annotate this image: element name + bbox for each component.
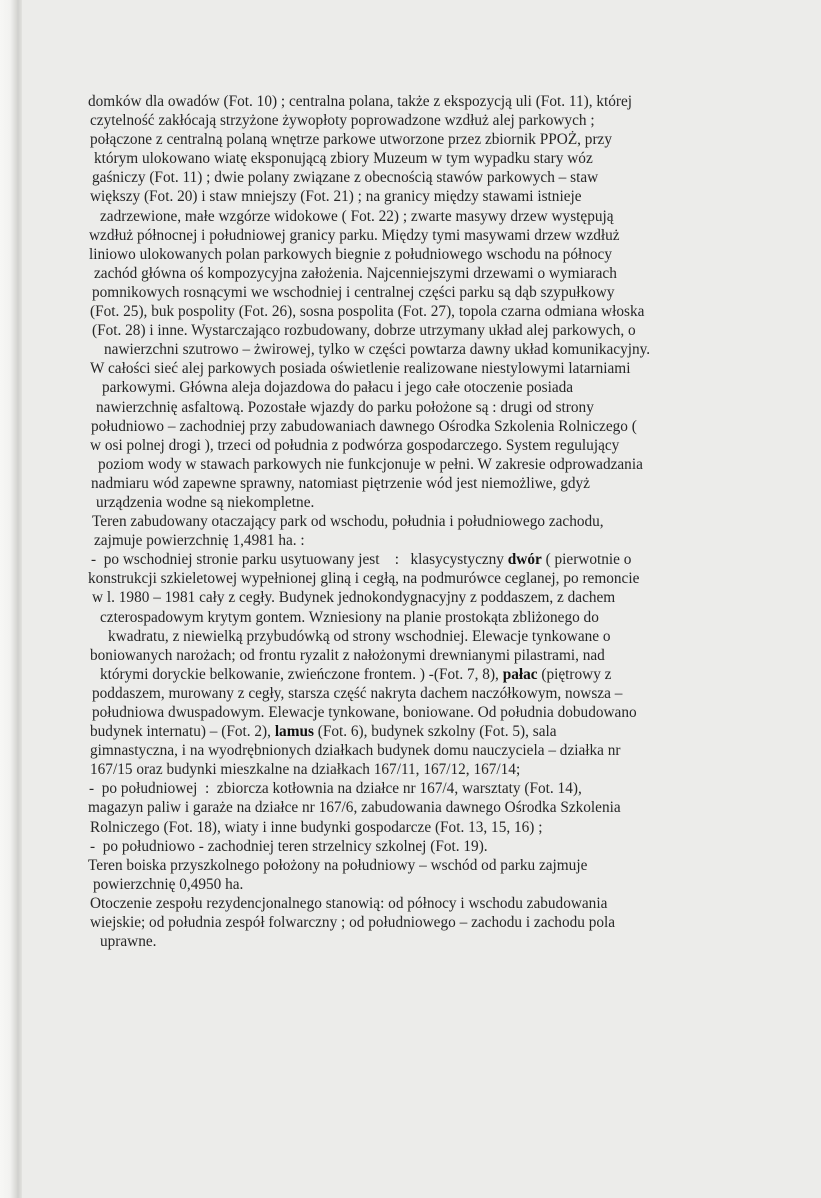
- text-segment: gaśniczy (Fot. 11) ; dwie polany związane z obecnością stawów parkowych – staw: [92, 169, 599, 187]
- text-segment: wiejskie; od południa zespół folwarczny ; od południowego – zachodu i zachodu pola: [90, 914, 616, 932]
- text-line: [88, 168, 748, 187]
- text-line: [88, 92, 748, 111]
- text-line: [88, 207, 748, 226]
- text-segment: nawierzchni szutrowo – żwirowej, tylko w części powtarza dawny układ komunikacyjny.: [104, 341, 651, 359]
- text-segment: boniowanych narożach; od frontu ryzalit z nałożonymi drewnianymi pilastrami, nad: [90, 646, 605, 664]
- text-line: [88, 436, 748, 455]
- text-segment: w l. 1980 – 1981 cały z cegły. Budynek jednokondygnacyjny z poddaszem, z dachem: [92, 589, 616, 607]
- text-segment: 167/15 oraz budynki mieszkalne na działkach 167/11, 167/12, 167/14;: [90, 761, 521, 779]
- text-line: [88, 417, 748, 436]
- text-segment: urządzenia wodne są niekompletne.: [96, 493, 315, 511]
- text-line: [88, 321, 748, 340]
- text-line: [88, 359, 748, 378]
- text-segment: domków dla owadów (Fot. 10) ; centralna polana, także z ekspozycją uli (Fot. 11), której: [88, 93, 633, 110]
- text-segment: Teren boiska przyszkolnego położony na południowy – wschód od parku zajmuje: [88, 856, 588, 874]
- text-segment: Teren zabudowany otaczający park od wschodu, południa i południowego zachodu,: [92, 513, 604, 531]
- text-line: [88, 932, 748, 951]
- text-segment: - po południowej : zbiorcza kotłownia na działce nr 167/4, warsztaty (Fot. 14),: [89, 780, 582, 798]
- text-segment: większy (Fot. 20) i staw mniejszy (Fot. 21) ; na granicy między stawami istnieje: [90, 188, 582, 206]
- text-segment: konstrukcji szkieletowej wypełnionej gliną i cegłą, na podmurówce ceglanej, po remoncie: [88, 570, 640, 588]
- text-line: [88, 493, 748, 512]
- text-segment: południowo – zachodniej przy zabudowaniach dawnego Ośrodka Szkolenia Rolniczego (: [91, 417, 637, 435]
- text-line: [88, 340, 748, 359]
- text-line: [88, 913, 748, 932]
- text-segment: (Fot. 25), buk pospolity (Fot. 26), sosna pospolita (Fot. 27), topola czarna odmiana włoska: [90, 303, 645, 321]
- text-segment: wzdłuż północnej i południowej granicy parku. Między tymi masywami drzew wzdłuż: [89, 226, 620, 244]
- text-segment: kwadratu, z niewielką przybudówką od strony wschodniej. Elewacje tynkowane o: [108, 627, 611, 645]
- text-segment: zadrzewione, małe wzgórze widokowe ( Fot. 22) ; zwarte masywy drzew występują: [100, 207, 614, 225]
- text-line: [88, 875, 748, 894]
- text-segment: którym ulokowano wiatę eksponującą zbiory Muzeum w tym wypadku stary wóz: [94, 150, 593, 168]
- bold-term: dwór: [507, 551, 542, 569]
- text-line: [88, 798, 748, 817]
- text-segment: zachód główna oś kompozycyjna założenia. Najcenniejszymi drzewami o wymiarach: [94, 264, 617, 282]
- text-segment: czterospadowym krytym gontem. Wzniesiony na planie prostokąta zbliżonego do: [100, 608, 599, 626]
- text-line: [88, 531, 748, 550]
- text-line: [88, 245, 748, 264]
- text-line: [88, 378, 748, 397]
- text-segment: połączone z centralną polaną wnętrze parkowe utworzone przez zbiornik PPOŻ, przy: [90, 131, 612, 149]
- text-line: [88, 149, 748, 168]
- text-line: [88, 130, 748, 149]
- text-line: [88, 512, 748, 531]
- page-binding-edge: [0, 0, 22, 1198]
- text-line: [88, 722, 748, 741]
- text-line: [88, 474, 748, 493]
- text-line: [88, 646, 748, 665]
- text-line: [88, 665, 748, 684]
- text-line: [88, 569, 748, 588]
- text-segment: parkowymi. Główna aleja dojazdowa do pałacu i jego całe otoczenie posiada: [102, 379, 574, 397]
- text-segment: ( pierwotnie o: [541, 551, 632, 569]
- text-segment: w osi polnej drogi ), trzeci od południa z podwórza gospodarczego. System regulujący: [90, 436, 620, 454]
- text-segment: (piętrowy z: [537, 665, 612, 683]
- text-segment: (Fot. 6), budynek szkolny (Fot. 5), sala: [313, 723, 557, 741]
- text-line: [88, 187, 748, 206]
- text-line: [88, 703, 748, 722]
- text-line: [88, 111, 748, 130]
- bold-term: lamus: [274, 723, 314, 741]
- text-line: [88, 856, 748, 875]
- bold-term: pałac: [502, 665, 538, 683]
- text-segment: - po południowo - zachodniej teren strzelnicy szkolnej (Fot. 19).: [90, 837, 488, 855]
- text-segment: - po wschodniej stronie parku usytuowany jest : klasycystyczny: [91, 551, 508, 569]
- text-segment: budynek internatu) – (Fot. 2),: [90, 723, 275, 741]
- text-line: [88, 283, 748, 302]
- text-segment: poziom wody w stawach parkowych nie funkcjonuje w pełni. W zakresie odprowadzania: [98, 455, 643, 473]
- text-segment: powierzchnię 0,4950 ha.: [93, 875, 244, 893]
- text-line: [88, 741, 748, 760]
- text-line: [88, 398, 748, 417]
- text-segment: poddaszem, murowany z cegły, starsza część nakryta dachem naczółkowym, nowsza –: [92, 684, 623, 702]
- text-segment: uprawne.: [100, 933, 157, 951]
- text-segment: gimnastyczna, i na wyodrębnionych działkach budynek domu nauczyciela – działka nr: [90, 742, 621, 760]
- text-line: [88, 818, 748, 837]
- text-line: [88, 455, 748, 474]
- text-line: [88, 894, 748, 913]
- text-segment: magazyn paliw i garaże na działce nr 167/6, zabudowania dawnego Ośrodka Szkolenia: [88, 799, 621, 817]
- text-segment: nawierzchnię asfaltową. Pozostałe wjazdy do parku położone są : drugi od strony: [96, 398, 594, 416]
- text-line: [88, 837, 748, 856]
- text-segment: liniowo ulokowanych polan parkowych biegnie z południowego wschodu na północy: [89, 245, 612, 263]
- text-segment: Otoczenie zespołu rezydencjonalnego stanowią: od północy i wschodu zabudowania: [90, 894, 608, 912]
- text-segment: zajmuje powierzchnię 1,4981 ha. :: [94, 532, 305, 550]
- text-line: [88, 264, 748, 283]
- text-segment: Rolniczego (Fot. 18), wiaty i inne budynki gospodarcze (Fot. 13, 15, 16) ;: [90, 818, 543, 836]
- text-line: [88, 608, 748, 627]
- text-segment: nadmiaru wód zapewne sprawny, natomiast piętrzenie wód jest niemożliwe, gdyż: [91, 474, 590, 492]
- text-line: [88, 627, 748, 646]
- text-segment: którymi doryckie belkowanie, zwieńczone frontem. ) -(Fot. 7, 8),: [100, 665, 503, 683]
- text-segment: pomnikowych rosnącymi we wschodniej i centralnej części parku są dąb szypułkowy: [92, 283, 615, 301]
- body-text: [88, 92, 748, 951]
- text-line: [88, 550, 748, 569]
- text-line: [88, 760, 748, 779]
- text-segment: (Fot. 28) i inne. Wystarczająco rozbudowany, dobrze utrzymany układ alej parkowych, o: [92, 322, 636, 340]
- text-line: [88, 684, 748, 703]
- text-line: [88, 226, 748, 245]
- text-line: [88, 302, 748, 321]
- text-segment: czytelność zakłócają strzyżone żywopłoty poprowadzone wzdłuż alej parkowych ;: [90, 112, 595, 130]
- text-line: [88, 779, 748, 798]
- text-segment: południowa dwuspadowym. Elewacje tynkowane, boniowane. Od południa dobudowano: [92, 704, 637, 721]
- text-line: [88, 588, 748, 607]
- text-segment: W całości sieć alej parkowych posiada oświetlenie realizowane niestylowymi latarniami: [90, 360, 631, 378]
